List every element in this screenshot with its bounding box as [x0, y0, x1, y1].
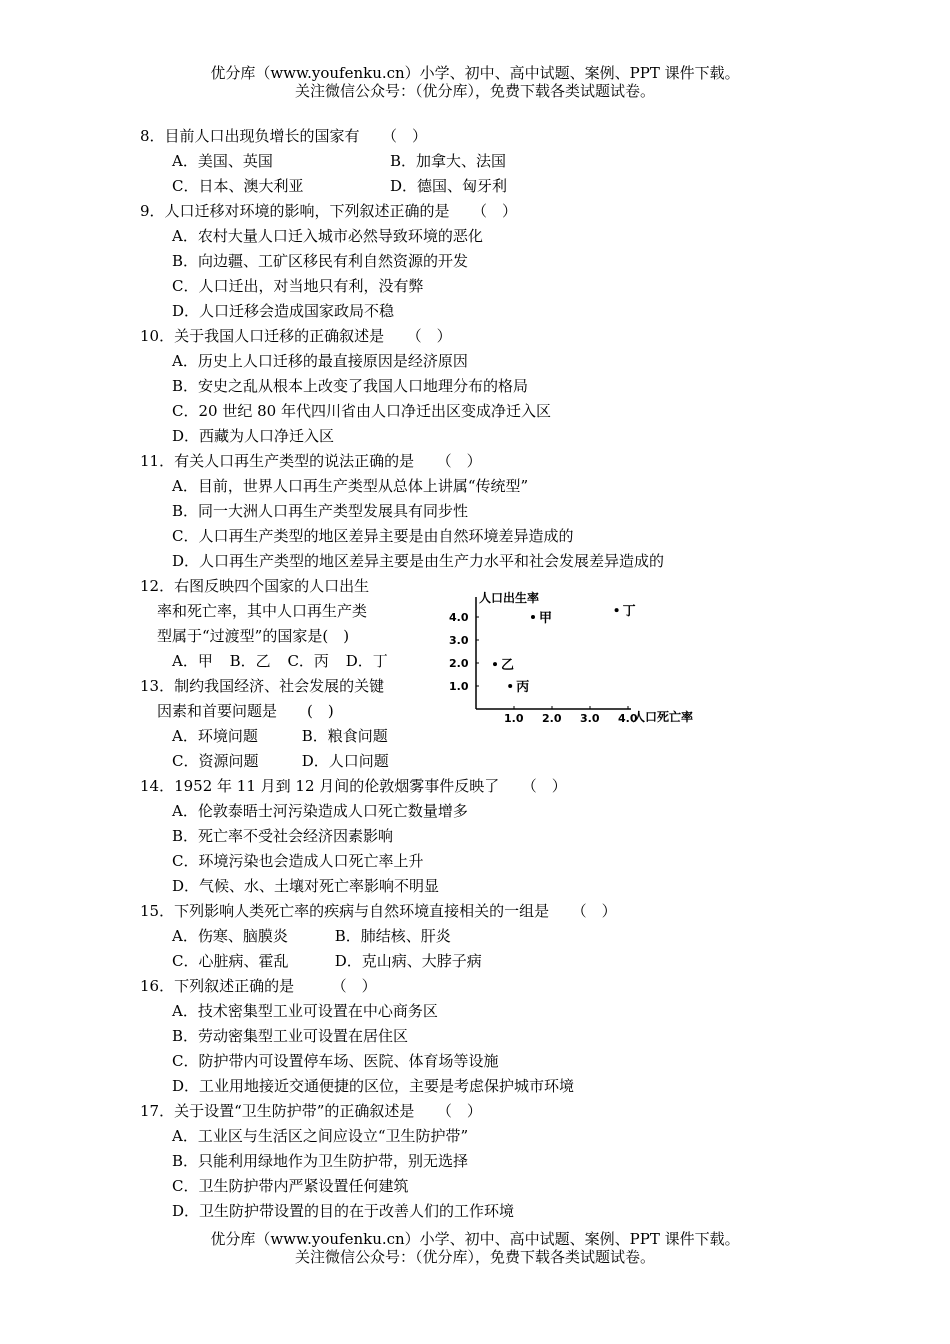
q8-option-d: D．德国、匈牙利 — [390, 177, 508, 195]
page-footer — [0, 1230, 950, 1266]
q15-option-b: B．肺结核、肝炎 — [334, 927, 451, 945]
q12-stem-line-2: 率和死亡率，其中人口再生产类 — [157, 602, 368, 620]
footer-line-2: 关注微信公众号：（优分库），免费下载各类试题试卷。 — [294, 1248, 655, 1266]
q11-option-d: D．人口再生产类型的地区差异主要是由生产力水平和社会发展差异造成的 — [172, 552, 665, 570]
y-tick-label: 2.0 — [449, 657, 469, 670]
q15-option-a: A．伤寒、脑膜炎 — [172, 927, 288, 945]
q10-option-a: A．历史上人口迁移的最直接原因是经济原因 — [172, 352, 468, 370]
q8-option-a: A．美国、英国 — [172, 152, 273, 170]
data-point-label: 乙 — [501, 658, 515, 674]
q10-stem: 10．关于我国人口迁移的正确叙述是 （ ） — [140, 327, 452, 345]
x-tick-label: 1.0 — [504, 712, 524, 725]
q11-stem: 11．有关人口再生产类型的说法正确的是 （ ） — [140, 452, 482, 470]
q12-option-c: C．丙 — [287, 652, 329, 670]
axis-ticks — [449, 611, 638, 725]
q12-stem-line-3: 型属于“过渡型”的国家是( ) — [157, 627, 350, 645]
q13-option-d: D．人口问题 — [301, 752, 389, 770]
q11-option-c: C．人口再生产类型的地区差异主要是由自然环境差异造成的 — [172, 527, 574, 545]
q12-option-d: D．丁 — [345, 652, 388, 670]
q12-option-b: B．乙 — [229, 652, 271, 670]
q10-option-d: D．西藏为人口净迁入区 — [172, 427, 335, 445]
header-line-1: 优分库（www.youfenku.cn）小学、初中、高中试题、案例、PPT 课件下载。 — [210, 64, 740, 82]
data-point-marker — [615, 608, 619, 612]
q16-option-a: A．技术密集型工业可设置在中心商务区 — [172, 1002, 438, 1020]
header-line-2: 关注微信公众号：（优分库），免费下载各类试题试卷。 — [294, 82, 655, 100]
data-point-label: 丙 — [516, 680, 530, 695]
data-point-marker — [508, 684, 512, 688]
x-tick-label: 2.0 — [542, 712, 562, 725]
x-tick-label: 4.0 — [618, 712, 638, 725]
q8-option-b: B．加拿大、法国 — [390, 152, 507, 170]
q15-options-cd — [140, 949, 840, 974]
q10-option-c: C．20 世纪 80 年代四川省由人口净迁出区变成净迁入区 — [172, 402, 551, 420]
q8-stem: 8．目前人口出现负增长的国家有 （ ） — [140, 127, 428, 145]
y-axis-label: 人口出生率 — [479, 591, 540, 605]
data-point-label: 甲 — [539, 611, 553, 626]
q15-option-c: C．心脏病、霍乱 — [172, 952, 289, 970]
data-point-label: 丁 — [622, 604, 636, 620]
q13-options-cd — [140, 749, 840, 774]
q17-option-c: C．卫生防护带内严紧设置任何建筑 — [172, 1177, 409, 1195]
q14-option-a: A．伦敦泰晤士河污染造成人口死亡数量增多 — [172, 802, 468, 820]
q13-stem-line-1: 13．制约我国经济、社会发展的关键 — [140, 677, 385, 695]
y-tick-label: 4.0 — [449, 611, 469, 624]
q9-stem: 9．人口迁移对环境的影响，下列叙述正确的是 （ ） — [140, 202, 518, 220]
q8-option-c: C．日本、澳大利亚 — [172, 177, 304, 195]
q9-option-d: D．人口迁移会造成国家政局不稳 — [172, 302, 395, 320]
q15-options-ab — [140, 924, 840, 949]
q11-option-a: A．目前，世界人口再生产类型从总体上讲属“传统型” — [172, 477, 529, 495]
q14-option-c: C．环境污染也会造成人口死亡率上升 — [172, 852, 424, 870]
x-tick-label: 3.0 — [580, 712, 600, 725]
q9-option-c: C．人口迁出，对当地只有利，没有弊 — [172, 277, 424, 295]
y-tick-label: 3.0 — [449, 634, 469, 647]
q11-option-b: B．同一大洲人口再生产类型发展具有同步性 — [172, 502, 469, 520]
q17-option-d: D．卫生防护带设置的目的在于改善人们的工作环境 — [172, 1202, 515, 1220]
page-header — [0, 64, 950, 100]
q17-option-a: A．工业区与生活区之间应设立“卫生防护带” — [172, 1127, 469, 1145]
data-points — [493, 604, 636, 695]
birth-death-rate-chart — [441, 581, 731, 731]
q9-option-a: A．农村大量人口迁入城市必然导致环境的恶化 — [172, 227, 483, 245]
y-tick-label: 1.0 — [449, 680, 469, 693]
q16-stem: 16．下列叙述正确的是 （ ） — [140, 977, 377, 995]
q13-option-a: A．环境问题 — [172, 727, 258, 745]
q13-option-c: C．资源问题 — [172, 752, 259, 770]
x-axis-label: 人口死亡率 — [633, 710, 694, 724]
q16-option-b: B．劳动密集型工业可设置在居住区 — [172, 1027, 409, 1045]
q14-option-d: D．气候、水、土壤对死亡率影响不明显 — [172, 877, 440, 895]
q14-option-b: B．死亡率不受社会经济因素影响 — [172, 827, 394, 845]
q8-options-cd — [140, 174, 840, 199]
q9-option-b: B．向边疆、工矿区移民有利自然资源的开发 — [172, 252, 469, 270]
q16-option-c: C．防护带内可设置停车场、医院、体育场等设施 — [172, 1052, 499, 1070]
q8-options-ab — [140, 149, 840, 174]
q12-stem-line-1: 12．右图反映四个国家的人口出生 — [140, 577, 370, 595]
q14-stem: 14．1952 年 11 月到 12 月间的伦敦烟雾事件反映了 （ ） — [140, 777, 567, 795]
footer-line-1: 优分库（www.youfenku.cn）小学、初中、高中试题、案例、PPT 课件下载。 — [210, 1230, 740, 1248]
q17-stem: 17．关于设置“卫生防护带”的正确叙述是 （ ） — [140, 1102, 482, 1120]
q10-option-b: B．安史之乱从根本上改变了我国人口地理分布的格局 — [172, 377, 529, 395]
data-point-marker — [531, 615, 535, 619]
data-point-marker — [493, 662, 497, 666]
q15-option-d: D．克山病、大脖子病 — [334, 952, 482, 970]
q17-option-b: B．只能利用绿地作为卫生防护带，别无选择 — [172, 1152, 469, 1170]
q13-stem-line-2: 因素和首要问题是 ( ) — [157, 702, 334, 720]
q12-option-a: A．甲 — [172, 652, 213, 670]
q13-option-b: B．粮食问题 — [301, 727, 388, 745]
q16-option-d: D．工业用地接近交通便捷的区位，主要是考虑保护城市环境 — [172, 1077, 575, 1095]
q15-stem: 15．下列影响人类死亡率的疾病与自然环境直接相关的一组是 （ ） — [140, 902, 617, 920]
chart-svg — [441, 581, 731, 731]
